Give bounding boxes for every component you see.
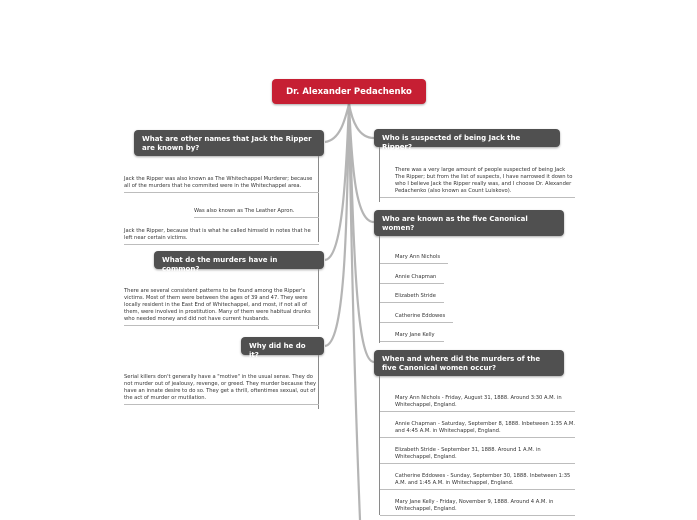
leaf-node[interactable] — [380, 332, 444, 342]
leaf-node[interactable] — [380, 395, 575, 412]
leaf-node[interactable] — [124, 228, 319, 245]
topic-other-names[interactable] — [134, 130, 324, 156]
leaf-text: Jack the Ripper was also known as The Whitechappel Murderer; because all of the murders that he commited were in the Whitechappel area. — [124, 176, 313, 189]
leaf-node[interactable] — [380, 499, 575, 516]
leaf-node[interactable] — [124, 374, 319, 405]
leaf-node[interactable] — [380, 274, 444, 284]
leaf-text: Catherine Eddowes — [395, 313, 446, 319]
topic-label: When and where did the murders of the five Canonical women occur? — [382, 355, 541, 372]
leaf-node[interactable] — [380, 421, 575, 438]
topic-label: Why did he do it? — [249, 341, 306, 359]
leaf-node[interactable] — [194, 208, 319, 218]
leaf-node[interactable] — [124, 288, 319, 326]
leaf-node[interactable] — [380, 447, 575, 464]
leaf-text: Elizabeth Stride — [395, 293, 436, 299]
leaf-node[interactable] — [380, 293, 444, 303]
leaf-text: Mary Ann Nichols - Friday, August 31, 1888. Around 3:30 A.M. in Whitechappel, England. — [395, 395, 562, 408]
topic-canonical-women[interactable] — [374, 210, 564, 236]
leaf-node[interactable] — [380, 167, 575, 198]
leaf-text: There are several consistent patterns to be found among the Ripper's victims. Most of them were between the ages of 39 and 47. They were locally resident in the East End of Whitechappel, and most, if not all of them, were involved in prostitution. Many of them were habitual drunks who needed money and did not have current husbands. — [124, 288, 311, 322]
topic-why[interactable] — [241, 337, 324, 359]
leaf-text: Mary Jane Kelly — [395, 332, 435, 338]
leaf-text: Mary Jane Kelly - Friday, November 9, 1888. Around 4 A.M. in Whitechappel, England. — [395, 499, 554, 512]
leaf-text: Was also known as The Leather Apron. — [194, 208, 295, 214]
topic-label: Who are known as the five Canonical women? — [382, 215, 528, 232]
topic-when-where[interactable] — [374, 350, 564, 376]
topic-murders-common[interactable] — [154, 251, 324, 273]
topic-label: What do the murders have in common? — [162, 255, 278, 273]
topic-label: What are other names that Jack the Ripper are known by? — [142, 135, 312, 152]
leaf-text: Mary Ann Nichols — [395, 254, 441, 260]
branch-line — [379, 236, 380, 343]
leaf-text: Elizabeth Stride - September 31, 1888. Around 1 A.M. in Whitechappel, England. — [395, 447, 541, 460]
central-topic[interactable] — [272, 79, 426, 104]
topic-suspected[interactable] — [374, 129, 560, 151]
leaf-text: There was a very large amount of people suspected of being Jack The Ripper; but from the list of suspects, I have narrowed it down to who I believe Jack the Ripper really was, and I choose Dr. Alexander Pedachenko (also known as Count Luiskovo). — [395, 167, 573, 194]
leaf-text: Serial killers don't generally have a "motive" in the usual sense. They do not murder out of jealousy, revenge, or greed. They murder because they have an innate desire to do so. They get a thrill, oftentimes sexual, out of the act of murder or mutilation. — [124, 374, 317, 401]
leaf-text: Annie Chapman — [395, 274, 437, 280]
leaf-node[interactable] — [380, 313, 453, 323]
leaf-node[interactable] — [380, 254, 448, 264]
leaf-node[interactable] — [380, 473, 575, 490]
leaf-text: Catherine Eddowes - Sunday, September 30, 1888. Inbetween 1:35 A.M. and 1:45 A.M. in Whitechappel, England. — [395, 473, 571, 486]
leaf-text: Annie Chapman - Saturday, September 8, 1888. Inbetween 1:35 A.M. and 4:45 A.M. in Whitechappel, England. — [395, 421, 575, 434]
leaf-node[interactable] — [124, 176, 319, 193]
leaf-text: Jack the Ripper, because that is what he called himseld in notes that he left near certain victims. — [124, 228, 311, 241]
topic-label: Who is suspected of being Jack the Ripper? — [382, 133, 521, 151]
central-topic-label: Dr. Alexander Pedachenko — [286, 86, 412, 97]
